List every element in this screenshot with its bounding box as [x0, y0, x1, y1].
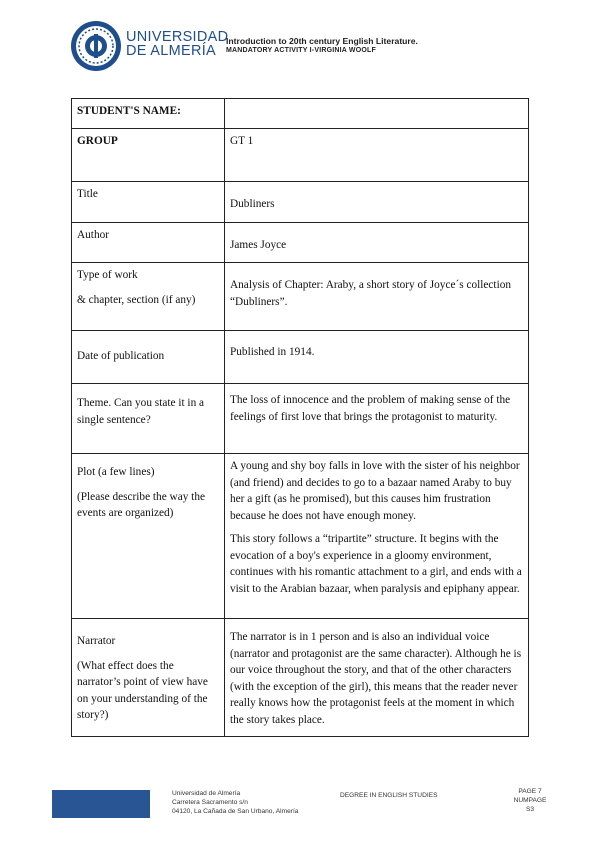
footer-page-number	[505, 787, 555, 814]
page-header	[70, 20, 540, 80]
value-plot-paragraph2: This story follows a “tripartite” structure. It begins with the evocation of a boy's experience in a gloomy environment, continues with his romantic attachment to a girl, and ends with a visit to the Arabian bazaar, when paralysis and epiphany appear.	[230, 533, 522, 595]
row-type-of-work	[72, 263, 529, 331]
label-title: Title	[72, 182, 225, 223]
label-narrator	[72, 619, 225, 737]
course-heading	[226, 36, 418, 56]
row-title	[72, 182, 529, 223]
row-theme	[72, 384, 529, 454]
label-student-name: STUDENT'S NAME:	[72, 99, 225, 129]
footer-page-line2: NUMPAGE	[513, 797, 547, 804]
footer-page-line3: S3	[525, 806, 535, 813]
label-type-of-work-line2: & chapter, section (if any)	[77, 293, 196, 306]
row-plot	[72, 454, 529, 619]
value-title: Dubliners	[225, 182, 529, 223]
footer-address-line3: 04120, La Cañada de San Urbano, Almería	[172, 808, 299, 815]
label-type-of-work	[72, 263, 225, 331]
university-name-line1: UNIVERSIDAD	[126, 29, 229, 45]
university-name	[126, 30, 228, 58]
course-title: Introduction to 20th century English Literature.	[226, 36, 418, 46]
footer-address	[172, 789, 298, 816]
row-group	[72, 129, 529, 182]
value-group: GT 1	[225, 129, 529, 182]
value-date: Published in 1914.	[225, 331, 529, 384]
label-author: Author	[72, 223, 225, 263]
value-type-of-work: Analysis of Chapter: Araby, a short story of Joyce´s collection “Dubliners”.	[225, 263, 529, 331]
footer-address-line2: Carretera Sacramento s/n	[172, 799, 248, 806]
label-type-of-work-line1: Type of work	[77, 269, 138, 281]
value-author: James Joyce	[225, 223, 529, 263]
student-form-table	[71, 98, 529, 737]
value-plot	[225, 454, 529, 619]
page-footer	[0, 780, 600, 848]
label-plot	[72, 454, 225, 619]
label-narrator-line1: Narrator	[77, 635, 116, 647]
row-narrator	[72, 619, 529, 737]
row-date	[72, 331, 529, 384]
label-narrator-line2: (What effect does the narrator’s point of view have on your understanding of the story?)	[77, 659, 208, 721]
label-group: GROUP	[72, 129, 225, 182]
label-date: Date of publication	[72, 331, 225, 384]
row-student-name	[72, 99, 529, 129]
label-theme: Theme. Can you state it in a single sentence?	[72, 384, 225, 454]
university-seal-icon	[70, 20, 122, 72]
value-student-name	[225, 99, 529, 129]
activity-title: MANDATORY ACTIVITY I-VIRGINIA WOOLF	[226, 47, 376, 54]
footer-color-bar	[52, 790, 150, 818]
footer-degree: DEGREE IN ENGLISH STUDIES	[340, 792, 438, 799]
value-narrator: The narrator is in 1 person and is also an individual voice (narrator and protagonist are the same character). Although he is our voice throughout the story, and that of the other characters (with the exception of the girl), this means that the reader never really knows how the protagonist feels at the moment in which the story takes place.	[225, 619, 529, 737]
label-plot-line1: Plot (a few lines)	[77, 466, 155, 478]
footer-page-line1: PAGE 7	[518, 788, 542, 795]
footer-address-line1: Universidad de Almería	[172, 790, 241, 797]
value-theme: The loss of innocence and the problem of making sense of the feelings of first love that brings the protagonist to maturity.	[225, 384, 529, 454]
value-plot-paragraph1: A young and shy boy falls in love with the sister of his neighbor (and friend) and decides to go to a bazaar named Araby to buy her a gift (as he promised), but this causes him frustration because he does not have enough money.	[230, 460, 520, 522]
university-name-line2: DE ALMERÍA	[126, 43, 217, 59]
row-author	[72, 223, 529, 263]
label-plot-line2: (Please describe the way the events are organized)	[77, 490, 205, 519]
